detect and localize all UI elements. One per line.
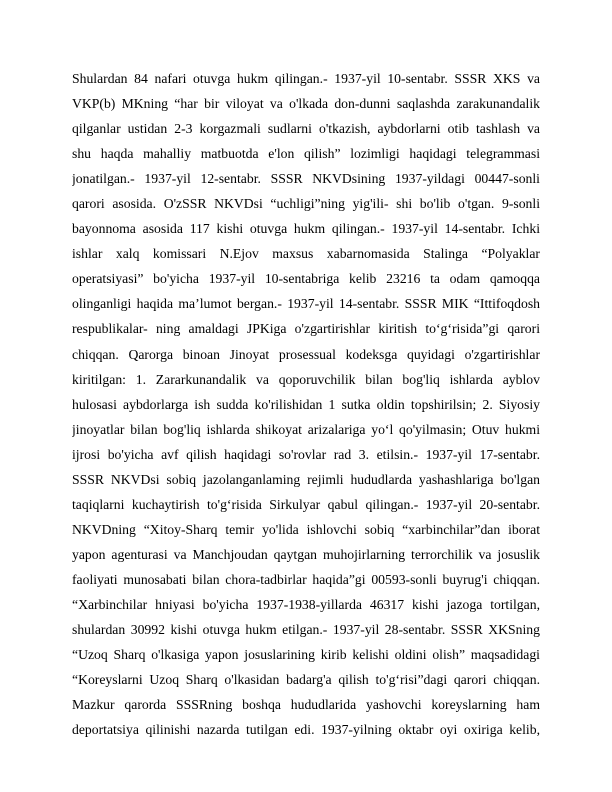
text-line: kiritilgan: 1. Zararkunandalik va qoporuvchilik bilan bog'liq ishlarda ayblov (72, 371, 540, 387)
text-line: hulosasi aybdorlarga ish sudda ko'rilishidan 1 sutka oldin topshirilsin; 2. Siyosiy (72, 396, 540, 412)
text-line: yapon agenturasi va Manchjoudan qaytgan muhojirlarning terrorchilik va josuslik (72, 546, 540, 562)
text-line: faoliyati munosabati bilan chora-tadbirlar haqida”gi 00593-sonli buyrug'i chiqqan. (72, 571, 540, 587)
text-line: olinganligi haqida ma’lumot bergan.- 1937-yil 14-sentabr. SSSR MIK “Ittifoqdosh (72, 296, 540, 312)
text-line: “Koreyslarni Uzoq Sharq o'lkasidan badarg'a qilish to'g‘risi”dagi qarori chiqqan. (72, 672, 540, 688)
text-line: Mazkur qarorda SSSRning boshqa hududlarida yashovchi koreyslarning ham (72, 697, 540, 713)
text-line: jinoyatlar bilan bog'liq ishlarda shikoyat arizalariga yo‘l qo'yilmasin; Otuv hukmi (72, 421, 540, 437)
text-line: respublikalar- ning amaldagi JPKiga o'zgartirishlar kiritish to‘g‘risida”gi qarori (72, 321, 540, 337)
text-line: taqiqlarni kuchaytirish to'g‘risida Sirkulyar qabul qilingan.- 1937-yil 20-sentabr. (72, 496, 540, 512)
text-line: SSSR NKVDsi sobiq jazolanganlaming rejimli hududlarda yashashlariga bo'lgan (72, 471, 540, 487)
text-line: chiqqan. Qarorga binoan Jinoyat prosessual kodeksga quyidagi o'zgartirishlar (72, 346, 540, 362)
text-line: qarori asosida. O'zSSR NKVDsi “uchligi”ning yig'ili- shi bo'lib o'tgan. 9-sonli (72, 196, 540, 212)
text-line: ishlar xalq komissari N.Ejov maxsus xabarnomasida Stalinga “Polyaklar (72, 246, 540, 262)
text-line: VKP(b) MKning “har bir viloyat va o'lkada don-dunni saqlashda zarakunandalik (72, 96, 540, 112)
text-line: jonatilgan.- 1937-yil 12-sentabr. SSSR NKVDsining 1937-yildagi 00447-sonli (72, 171, 540, 187)
text-line: bayonnoma asosida 117 kishi otuvga hukm qilingan.- 1937-yil 14-sentabr. Ichki (72, 221, 540, 237)
body-paragraph (72, 71, 540, 747)
text-line: operatsiyasi” bo'yicha 1937-yil 10-sentabriga kelib 23216 ta odam qamoqqa (72, 271, 540, 287)
text-line: qilganlar ustidan 2-3 korgazmali sudlarni o'tkazish, aybdorlarni otib tashlash va (72, 121, 540, 137)
text-line: NKVDning “Xitoy-Sharq temir yo'lida ishlovchi sobiq “xarbinchilar”dan iborat (72, 521, 540, 537)
text-line: ijrosi bo'yicha avf qilish haqidagi so'rovlar rad 3. etilsin.- 1937-yil 17-sentabr. (72, 446, 540, 462)
text-line: “Uzoq Sharq o'lkasiga yapon josuslarining kirib kelishi oldini olish” maqsadidagi (72, 647, 540, 663)
text-line: shu haqda mahalliy matbuotda e'lon qilish” lozimligi haqidagi telegrammasi (72, 146, 540, 162)
text-line: “Xarbinchilar hniyasi bo'yicha 1937-1938-yillarda 46317 kishi jazoga tortilgan, (72, 596, 540, 612)
text-line: Shulardan 84 nafari otuvga hukm qilingan.- 1937-yil 10-sentabr. SSSR XKS va (72, 71, 540, 86)
text-line: shulardan 30992 kishi otuvga hukm etilgan.- 1937-yil 28-sentabr. SSSR XKSning (72, 622, 540, 638)
text-line: deportatsiya qilinishi nazarda tutilgan edi. 1937-yilning oktabr oyi oxiriga kelib, (72, 722, 540, 738)
